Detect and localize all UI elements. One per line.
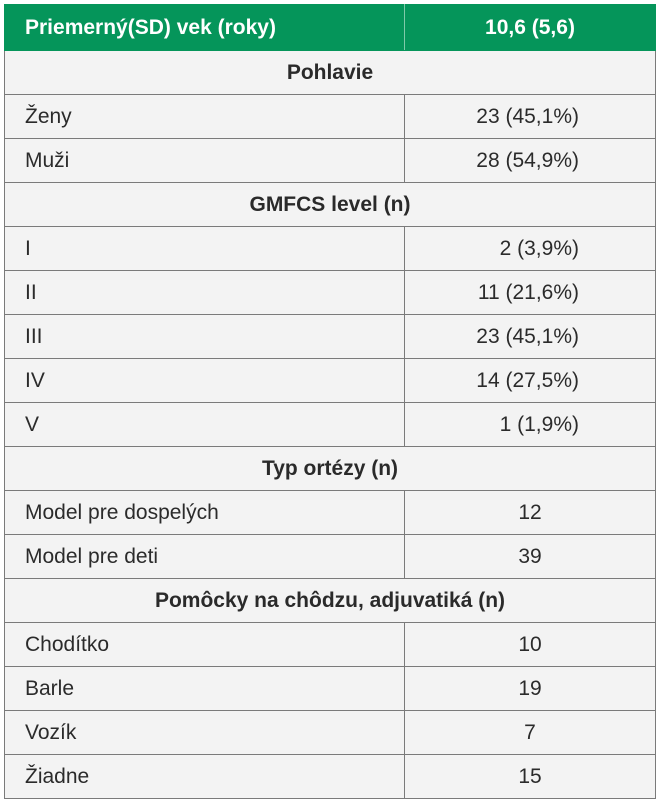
section-title: GMFCS level (n): [5, 183, 656, 227]
table-row: [5, 535, 656, 579]
table-row: [5, 95, 656, 139]
row-value: 11 (21,6%): [405, 271, 656, 315]
table-row: [5, 227, 656, 271]
section-row-gmfcs: [5, 183, 656, 227]
table-row: [5, 755, 656, 799]
table-row: [5, 667, 656, 711]
row-label: Žiadne: [5, 755, 405, 799]
table-row: [5, 271, 656, 315]
row-label: I: [5, 227, 405, 271]
row-value: 23 (45,1%): [405, 95, 656, 139]
row-value: 39: [405, 535, 656, 579]
table-row: [5, 623, 656, 667]
row-label: IV: [5, 359, 405, 403]
row-label: III: [5, 315, 405, 359]
row-value: 7: [405, 711, 656, 755]
section-title: Typ ortézy (n): [5, 447, 656, 491]
table-row: [5, 315, 656, 359]
row-value: 2 (3,9%): [405, 227, 656, 271]
demographics-table: [4, 4, 656, 799]
row-label: Model pre dospelých: [5, 491, 405, 535]
header-label: Priemerný(SD) vek (roky): [5, 5, 405, 51]
table-row: [5, 403, 656, 447]
table-row: [5, 139, 656, 183]
row-label: Muži: [5, 139, 405, 183]
demographics-table-container: [4, 4, 655, 799]
row-value: 19: [405, 667, 656, 711]
table-row: [5, 491, 656, 535]
row-value: 14 (27,5%): [405, 359, 656, 403]
table-header-row: [5, 5, 656, 51]
section-title: Pomôcky na chôdzu, adjuvatiká (n): [5, 579, 656, 623]
row-label: Ženy: [5, 95, 405, 139]
row-value: 12: [405, 491, 656, 535]
row-label: V: [5, 403, 405, 447]
row-value: 23 (45,1%): [405, 315, 656, 359]
row-label: Chodítko: [5, 623, 405, 667]
row-value: 15: [405, 755, 656, 799]
table-row: [5, 711, 656, 755]
section-row-pomocky: [5, 579, 656, 623]
header-value: 10,6 (5,6): [405, 5, 656, 51]
row-value: 10: [405, 623, 656, 667]
row-label: Barle: [5, 667, 405, 711]
section-row-typ-ortezy: [5, 447, 656, 491]
table-row: [5, 359, 656, 403]
row-value: 28 (54,9%): [405, 139, 656, 183]
row-label: II: [5, 271, 405, 315]
row-value: 1 (1,9%): [405, 403, 656, 447]
section-title: Pohlavie: [5, 51, 656, 95]
row-label: Model pre deti: [5, 535, 405, 579]
row-label: Vozík: [5, 711, 405, 755]
section-row-pohlavie: [5, 51, 656, 95]
